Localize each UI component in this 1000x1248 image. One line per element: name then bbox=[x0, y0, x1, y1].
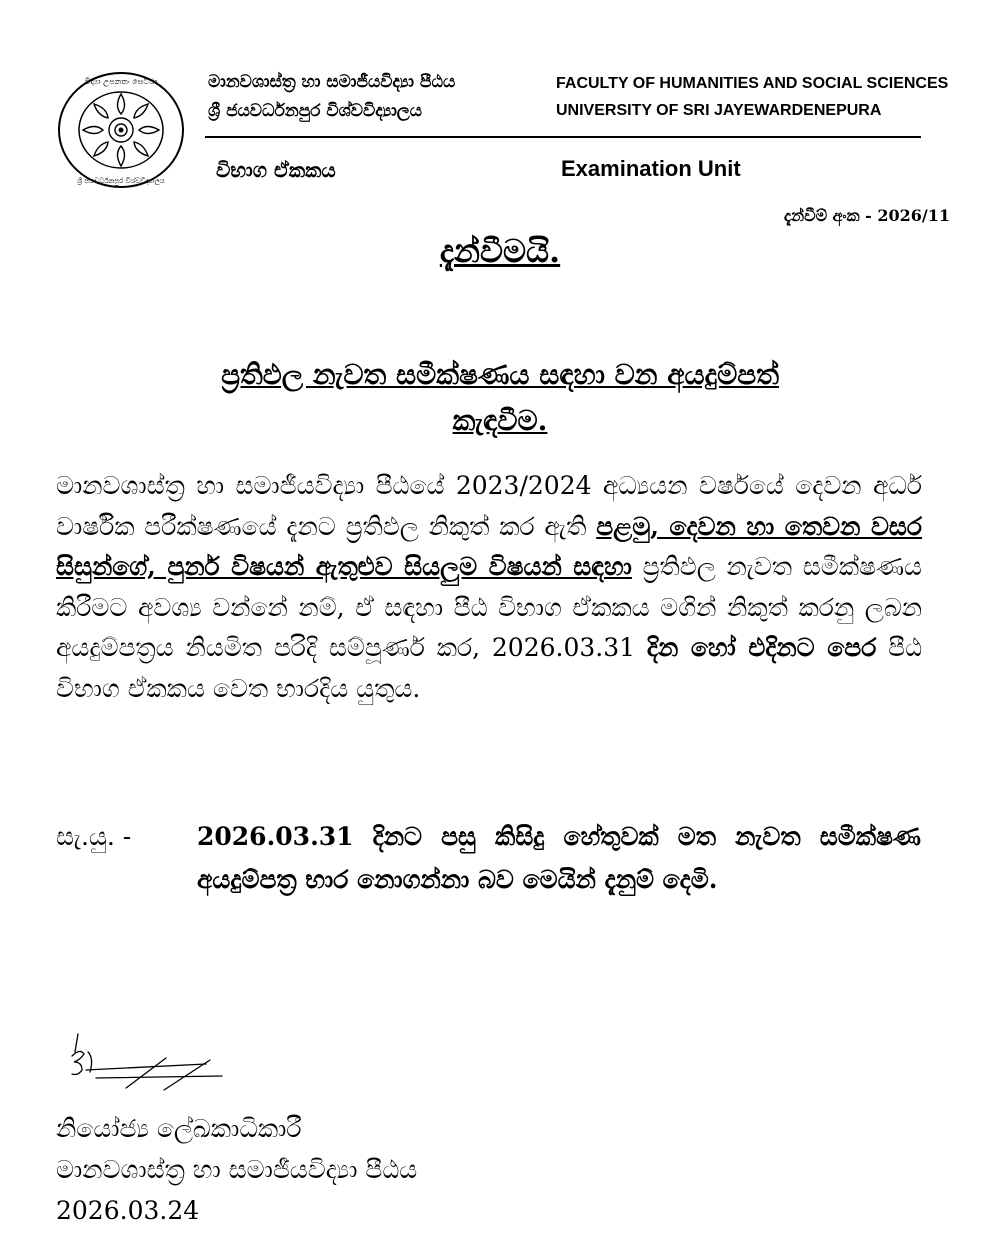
postscript-label: සැ.යු. - bbox=[56, 822, 132, 851]
body-paragraph bbox=[56, 466, 922, 709]
body-part-1: මානවශාස්ත්‍ර හා සමාජීයවිද්‍යා පීඨයේ 2023/2024 අධ්‍යයන වර්ෂයේ දෙවන අර්ධ වාර්ෂික පරීක්ෂණයේ දැනට ප්‍රතිඵල නිකුත් කර ඇති bbox=[56, 471, 922, 541]
header-divider bbox=[205, 136, 921, 138]
body-part-3: ප්‍රතිඵල නැවත සමීක්ෂණය කිරීමට අවශ්‍ය වන්නේ නම්, ඒ සඳහා පීඨ විභාග ඒකකය මගින් නිකුත් කරනු ලබන අයදුම්පත්‍රය නියමිත පරිදි සම්පූර්ණ කර, 2026.03.31 bbox=[56, 552, 923, 662]
subject-line-1: ප්‍රතිඵල නැවත සමීක්ෂණය සඳහා වන අයදුම්පත් bbox=[221, 358, 779, 391]
notice-number: දැන්වීම් අංක - 2026/11 bbox=[783, 206, 950, 225]
signatory-faculty: මානවශාස්ත්‍ර හා සමාජීයවිද්‍යා පීඨය bbox=[56, 1155, 418, 1184]
signature bbox=[66, 1030, 236, 1100]
logo-motto: විද්‍යා උපනතං සෙට්ඨා bbox=[84, 77, 158, 86]
notice-title bbox=[0, 232, 1000, 271]
subject-line-2: කැඳවීම. bbox=[452, 404, 548, 437]
university-name-en: UNIVERSITY OF SRI JAYEWARDENEPURA bbox=[556, 102, 882, 119]
body-part-5: පීඨ විභාග ඒකකය වෙත භාරදිය යුතුය. bbox=[56, 633, 922, 703]
exam-unit-en: Examination Unit bbox=[561, 156, 741, 181]
signatory-date: 2026.03.24 bbox=[56, 1196, 200, 1225]
body-deadline-phrase: දින හෝ එදිනට පෙර bbox=[646, 633, 877, 662]
exam-unit-si: විභාග ඒකකය bbox=[216, 158, 336, 182]
postscript-text: 2026.03.31 දිනට පසු කිසිදු හේතුවක් මත නැවත සමීක්ෂණ අයදුම්පත්‍ර භාර නොගන්නා බව මෙයින් දැනුම් දෙමි. bbox=[197, 822, 921, 894]
university-logo bbox=[56, 70, 186, 190]
faculty-name-si: මානවශාස්ත්‍ර හා සමාජීයවිද්‍යා පීඨය bbox=[208, 72, 456, 92]
notice-title-text: දැන්වීමයි. bbox=[439, 232, 561, 270]
university-name-si: ශ්‍රී ජයවර්ධනපුර විශ්වවිද්‍යාලය bbox=[208, 101, 423, 121]
body-underlined-phrase: පළමු, දෙවන හා තෙවන වසර සිසුන්ගේ, පුනර් විෂයන් ඇතුළුව සියලුම විෂයන් සඳහා bbox=[56, 511, 922, 581]
signatory-title: නියෝජ්‍ය ලේඛකාධිකාරී bbox=[56, 1114, 302, 1143]
signature-block bbox=[56, 1108, 417, 1231]
faculty-name-en: FACULTY OF HUMANITIES AND SOCIAL SCIENCES bbox=[556, 75, 949, 92]
svg-text:ශ්‍රී ජයවර්ධනපුර විශ්වවිද්‍යාල: ශ්‍රී ජයවර්ධනපුර විශ්වවිද්‍යාලය bbox=[77, 177, 165, 185]
notice-subject bbox=[70, 352, 930, 444]
